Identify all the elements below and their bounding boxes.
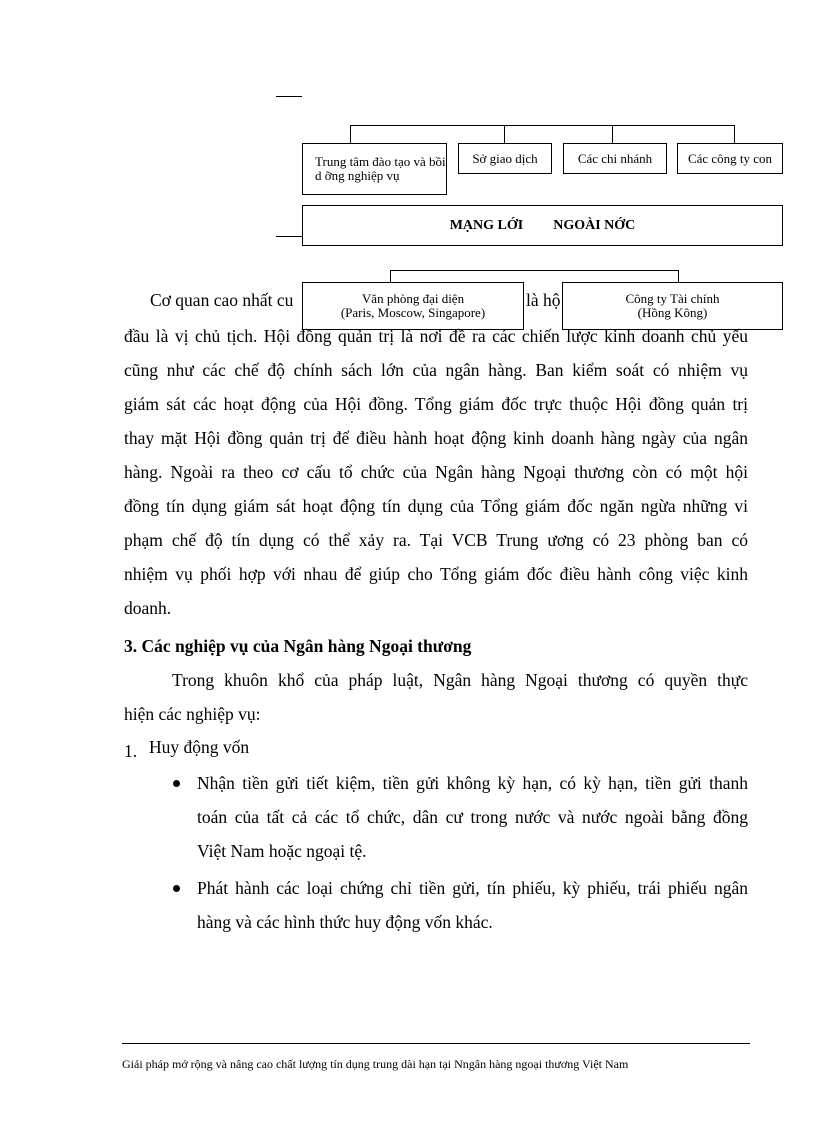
connector-bottom-bar — [390, 270, 678, 271]
bullet-item-deposits — [197, 766, 748, 868]
bullet-icon — [173, 885, 180, 892]
paragraph-intro — [124, 663, 748, 731]
para1-line: hàng. Ngoài ra theo cơ cấu tổ chức của Ngân hàng Ngoại thương còn có một hội — [124, 462, 748, 482]
list-item-label: Huy động vốn — [149, 737, 250, 757]
subsidiaries-label: Các công ty con — [687, 150, 773, 166]
org-box-exchange — [458, 143, 552, 174]
connector-v-finance — [678, 270, 679, 282]
para1-line: đồng tín dụng giám sát hoạt động tín dụng của Tổng giám đốc ngăn ngừa những vi — [124, 496, 748, 516]
para1-line: đầu là vị chủ tịch. Hội đồng quản trị là nơi đề ra các chiến lược kinh doanh chủ yếu — [124, 326, 748, 346]
para1-line: nhiệm vụ phối hợp với nhau để giúp cho Tổng giám đốc điều hành công việc kinh — [124, 564, 748, 584]
bullet-icon — [173, 780, 180, 787]
bullet1-line3: Việt Nam hoặc ngoại tệ. — [197, 841, 367, 861]
rep-office-cities: (Paris, Moscow, Singapore) — [340, 305, 486, 320]
connector-top-bar — [350, 125, 734, 126]
bullet-item-issuance — [197, 871, 748, 939]
paragraph-governance — [124, 319, 748, 625]
org-box-overseas-network — [302, 205, 783, 246]
org-box-subsidiaries — [677, 143, 783, 174]
bullet1-line1: Nhận tiền gửi tiết kiệm, tiền gửi không kỳ hạn, có kỳ hạn, tiền gửi thanh — [197, 773, 748, 793]
para1-line: phạm chế độ tín dụng có thể xảy ra. Tại VCB Trung ương có 23 phòng ban có — [124, 530, 748, 550]
org-box-training-center — [302, 143, 447, 195]
list-item-number: 1. — [124, 741, 138, 761]
para1-line1-right: là hộ — [526, 290, 561, 310]
exchange-label: Sở giao dịch — [472, 150, 538, 166]
overseas-network-right: NGOÀI NỚC — [553, 217, 636, 233]
connector-v-subsidiaries — [734, 125, 735, 143]
bullet2-line1: Phát hành các loại chứng chỉ tiền gửi, tín phiếu, kỳ phiếu, trái phiếu ngân — [197, 878, 748, 898]
connector-network-left — [276, 236, 302, 237]
para1-line: cũng như các chế độ chính sách lớn của ngân hàng. Ban kiểm soát có nhiệm vụ — [124, 360, 748, 380]
para1-line: giám sát các hoạt động của Hội đồng. Tổng giám đốc trực thuộc Hội đồng quản trị — [124, 394, 748, 414]
para2-line2: hiện các nghiệp vụ: — [124, 704, 261, 724]
overseas-network-left: MẠNG LỚI — [449, 217, 524, 233]
connector-short-top — [276, 96, 302, 97]
finance-company-title: Công ty Tài chính — [625, 291, 720, 306]
branches-label: Các chi nhánh — [577, 150, 653, 166]
footer-rule — [122, 1043, 750, 1044]
para2-line1: Trong khuôn khổ của pháp luật, Ngân hàng Ngoại thương có quyền thực — [172, 670, 748, 690]
org-box-branches — [563, 143, 667, 174]
connector-v-branches — [612, 125, 613, 143]
rep-office-title: Văn phòng đại diện — [361, 291, 465, 306]
section-heading: 3. Các nghiệp vụ của Ngân hàng Ngoại thương — [124, 636, 472, 656]
para1-line: thay mặt Hội đồng quản trị để điều hành hoạt động kinh doanh hàng ngày của ngân — [124, 428, 748, 448]
bullet1-line2: toán của tất cả các tổ chức, dân cư trong nước và nước ngoài bằng đồng — [197, 807, 748, 827]
connector-v-training — [350, 125, 351, 143]
training-center-label: Trung tâm đào tạo và bồi d ỡng nghiệp vụ — [315, 154, 446, 183]
connector-v-rep — [390, 270, 391, 282]
para1-line1-left: Cơ quan cao nhất cu — [150, 290, 294, 310]
para1-line: doanh. — [124, 598, 172, 618]
footer-text: Giải pháp mở rộng và nâng cao chất lượng tín dụng trung dài hạn tại Nngân hàng ngoại thương Việt Nam — [122, 1057, 629, 1071]
bullet2-line2: hàng và các hình thức huy động vốn khác. — [197, 912, 493, 932]
finance-company-city: (Hồng Kông) — [637, 305, 708, 320]
connector-v-exchange — [504, 125, 505, 143]
